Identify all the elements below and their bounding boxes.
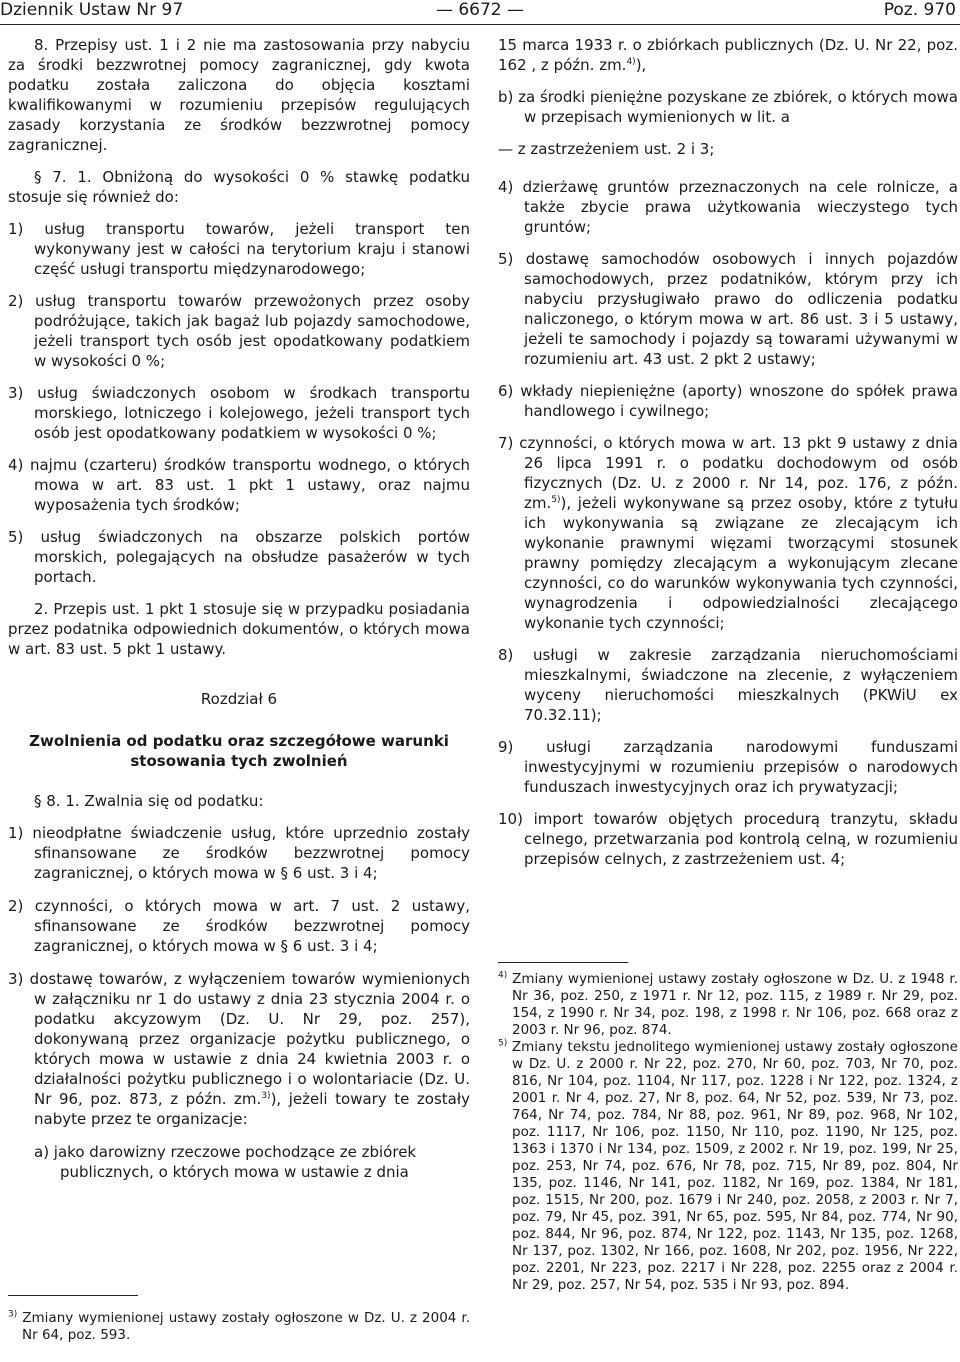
left-column [8, 35, 470, 1182]
s7-item-2: 2) usług transportu towarów przewożonych przez osoby podróżujące, takich jak bagaż lub pojazdy samochodowe, jeżeli transport tych osób jest opodatkowany podatkiem w wysokości 0 %; [8, 292, 470, 370]
s8-item-6: 6) wkłady niepieniężne (aporty) wnoszone do spółek prawa handlowego i cywilnego; [498, 382, 958, 420]
s7-item-4: 4) najmu (czarteru) środków transportu wodnego, o których mowa w art. 83 ust. 1 pkt 1 ustawy, oraz najmu wyposażenia tych środków; [8, 456, 470, 514]
chapter-number: Rozdział 6 [200, 690, 278, 708]
right-column [498, 35, 958, 869]
footnote-ref-3: 3) [261, 1091, 271, 1101]
s8-item-1: 1) nieodpłatne świadczenie usług, które uprzednio zostały sfinansowane ze środków bezzwrotnej pomocy zagranicznej, o których mowa w § 6 ust. 3 i 4; [8, 824, 470, 882]
section-8-intro: § 8. 1. Zwalnia się od podatku: [34, 792, 264, 810]
sub-b-note: — z zastrzeżeniem ust. 2 i 3; [498, 140, 715, 158]
s8-item-4: 4) dzierżawę gruntów przeznaczonych na cele rolnicze, a także zbycie prawa użytkowania wieczystego tych gruntów; [498, 178, 958, 236]
s8-item-10: 10) import towarów objętych procedurą tranzytu, składu celnego, przetwarzania pod kontrolą celną, w rozumieniu przepisów celnych, z zastrzeżeniem ust. 4; [498, 810, 958, 868]
page-header [0, 0, 960, 25]
s8-item-9: 9) usługi zarządzania narodowymi funduszami inwestycyjnymi w rozumieniu przepisów o narodowych funduszach inwestycyjnych oraz ich prywatyzacji; [498, 738, 958, 796]
page-number: — 6672 — [435, 0, 525, 20]
s7-item-3: 3) usług świadczonych osobom w środkach transportu morskiego, lotniczego i kolejowego, jeżeli transport tych osób jest opodatkowany podatkiem w wysokości 0 %; [8, 384, 470, 442]
footnote-3: $^{3)}$ Zmiany wymienionej ustawy zostały ogłoszone w Dz. U. z 2004 r. Nr 64, poz. 593. [8, 1309, 471, 1343]
section-7-intro: § 7. 1. Obniżoną do wysokości 0 % stawkę podatku stosuje się również do: [8, 168, 470, 206]
paragraph-8: 8. Przepisy ust. 1 i 2 nie ma zastosowania przy nabyciu za środki bezzwrotnej pomocy zagranicznej, gdy kwota podatku została zaliczona do objęcia kosztami kwalifikowanymi w rozumieniu przepisów regulujących zasady korzystania ze środków bezzwrotnej pomocy zagranicznej. [8, 36, 470, 154]
position-number: Poz. 970 [883, 0, 956, 20]
footnote-4: $^{4)}$ Zmiany wymienionej ustawy zostały ogłoszone w Dz. U. z 1948 r. Nr 36, poz. 250, z 1971 r. Nr 12, poz. 115, z 1989 r. Nr 29, poz. 154, z 1990 r. Nr 34, poz. 198, z 1998 r. Nr 106, poz. 668 oraz z 2003 r. Nr 96, poz. 874. [498, 970, 958, 1038]
s7-item-1: 1) usług transportu towarów, jeżeli transport ten wykonywany jest w całości na terytorium kraju i stanowi część usługi transportu międzynarodowego; [8, 220, 470, 278]
s8-item-7: 7) czynności, o których mowa w art. 13 pkt 9 ustawy z dnia 26 lipca 1991 r. o podatku dochodowym od osób fizycznych (Dz. U. z 2000 r. Nr 14, poz. 176, z późn. zm.$^{5)}$), jeżeli wykonywane są przez osoby, które z tytułu ich wykonywania są związane ze zlecającym ich wykonanie prawnymi więzami tworzącymi stosunek prawny pomiędzy zlecającym a wykonującym zlecane czynności, co do warunków wykonywania tych czynności, wynagrodzenia i odpowiedzialności zlecającego wykonanie tych czynności; [498, 434, 958, 632]
footnote-ref-5: 5) [551, 495, 561, 505]
chapter-title: Zwolnienia od podatku oraz szczegółowe warunki stosowania tych zwolnień [29, 732, 449, 770]
s8-item-5: 5) dostawę samochodów osobowych i innych pojazdów samochodowych, przez podatników, którym przy ich nabyciu przysługiwało prawo do odliczenia podatku naliczonego, o którym mowa w art. 86 ust. 3 i 5 ustawy, jeżeli te samochody i pojazdy są towarami używanymi w rozumieniu art. 43 ust. 2 pkt 2 ustawy; [498, 250, 958, 368]
section-7-paragraph-2: 2. Przepis ust. 1 pkt 1 stosuje się w przypadku posiadania przez podatnika odpowiednich dokumentów, o których mowa w art. 83 ust. 5 pkt 1 ustawy. [8, 600, 470, 658]
right-footnotes [498, 962, 958, 1294]
s8-item-2: 2) czynności, o których mowa w art. 7 ust. 2 ustawy, sfinansowane ze środków bezzwrotnej pomocy zagranicznej, o których mowa w § 6 ust. 3 i 4; [8, 897, 470, 955]
s7-item-5: 5) usług świadczonych na obszarze polskich portów morskich, polegających na obsłudze pasażerów w tych portach. [8, 528, 470, 586]
s8-item-3-sub-b: b) za środki pieniężne pozyskane ze zbiórek, o których mowa w przepisach wymienionych w lit. a [498, 88, 958, 126]
journal-title: Dziennik Ustaw Nr 97 [0, 0, 184, 20]
s8-item-8: 8) usługi w zakresie zarządzania nieruchomościami mieszkalnymi, świadczone na zlecenie, z wyłączeniem wyceny nieruchomości mieszkalnych (PKWiU ex 70.32.11); [498, 646, 958, 724]
footnote-5: $^{5)}$ Zmiany tekstu jednolitego wymienionej ustawy zostały ogłoszone w Dz. U. z 2000 r. Nr 22, poz. 270, Nr 60, poz. 703, Nr 70, poz. 816, Nr 104, poz. 1104, Nr 117, poz. 1228 i Nr 122, poz. 1324, z 2001 r. Nr 4, poz. 27, Nr 8, poz. 64, Nr 52, poz. 539, Nr 73, poz. 764, Nr 74, poz. 784, Nr 88, poz. 961, Nr 89, poz. 968, Nr 102, poz. 1117, Nr 106, poz. 1150, Nr 110, poz. 1190, Nr 125, poz. 1363 i 1370 i Nr 134, poz. 1509, z 2002 r. Nr 19, poz. 199, Nr 25, poz. 253, Nr 74, poz. 676, Nr 78, poz. 715, Nr 89, poz. 804, Nr 135, poz. 1146, Nr 141, poz. 1182, Nr 169, poz. 1384, Nr 181, poz. 1515, Nr 200, poz. 1679 i Nr 240, poz. 2058, z 2003 r. Nr 7, poz. 79, Nr 45, poz. 391, Nr 65, poz. 595, Nr 84, poz. 774, Nr 90, poz. 844, Nr 96, poz. 874, Nr 122, poz. 1143, Nr 135, poz. 1268, Nr 137, poz. 1302, Nr 166, poz. 1608, Nr 202, poz. 1956, Nr 222, poz. 2201, Nr 223, poz. 2217 i Nr 228, poz. 2255 oraz z 2004 r. Nr 29, poz. 257, Nr 54, poz. 535 i Nr 93, poz. 894. [498, 1038, 958, 1293]
s8-item-3: 3) dostawę towarów, z wyłączeniem towarów wymienionych w załączniku nr 1 do ustawy z dnia 23 stycznia 2004 r. o podatku akcyzowym (Dz. U. Nr 29, poz. 257), dokonywaną przez organizacje pożytku publicznego, o których mowa w ustawie z dnia 24 kwietnia 2003 r. o działalności pożytku publicznego i o wolontariacie (Dz. U. Nr 96, poz. 873, z późn. zm.$^{3)}$), jeżeli towary te zostały nabyte przez te organizacje: [8, 970, 470, 1128]
s8-item-3-sub-a: a) jako darowizny rzeczowe pochodzące ze zbiórek publicznych, o których mowa w ustawie z dnia [34, 1143, 417, 1181]
footnote-rule [8, 1295, 138, 1296]
left-footnotes [8, 1295, 470, 1344]
footnote-ref-4: 4) [626, 57, 636, 67]
footnote-rule [498, 962, 628, 963]
continuation-text: 15 marca 1933 r. o zbiórkach publicznych (Dz. U. Nr 22, poz. 162 , z późn. zm.$^{4)}$), [498, 36, 958, 74]
